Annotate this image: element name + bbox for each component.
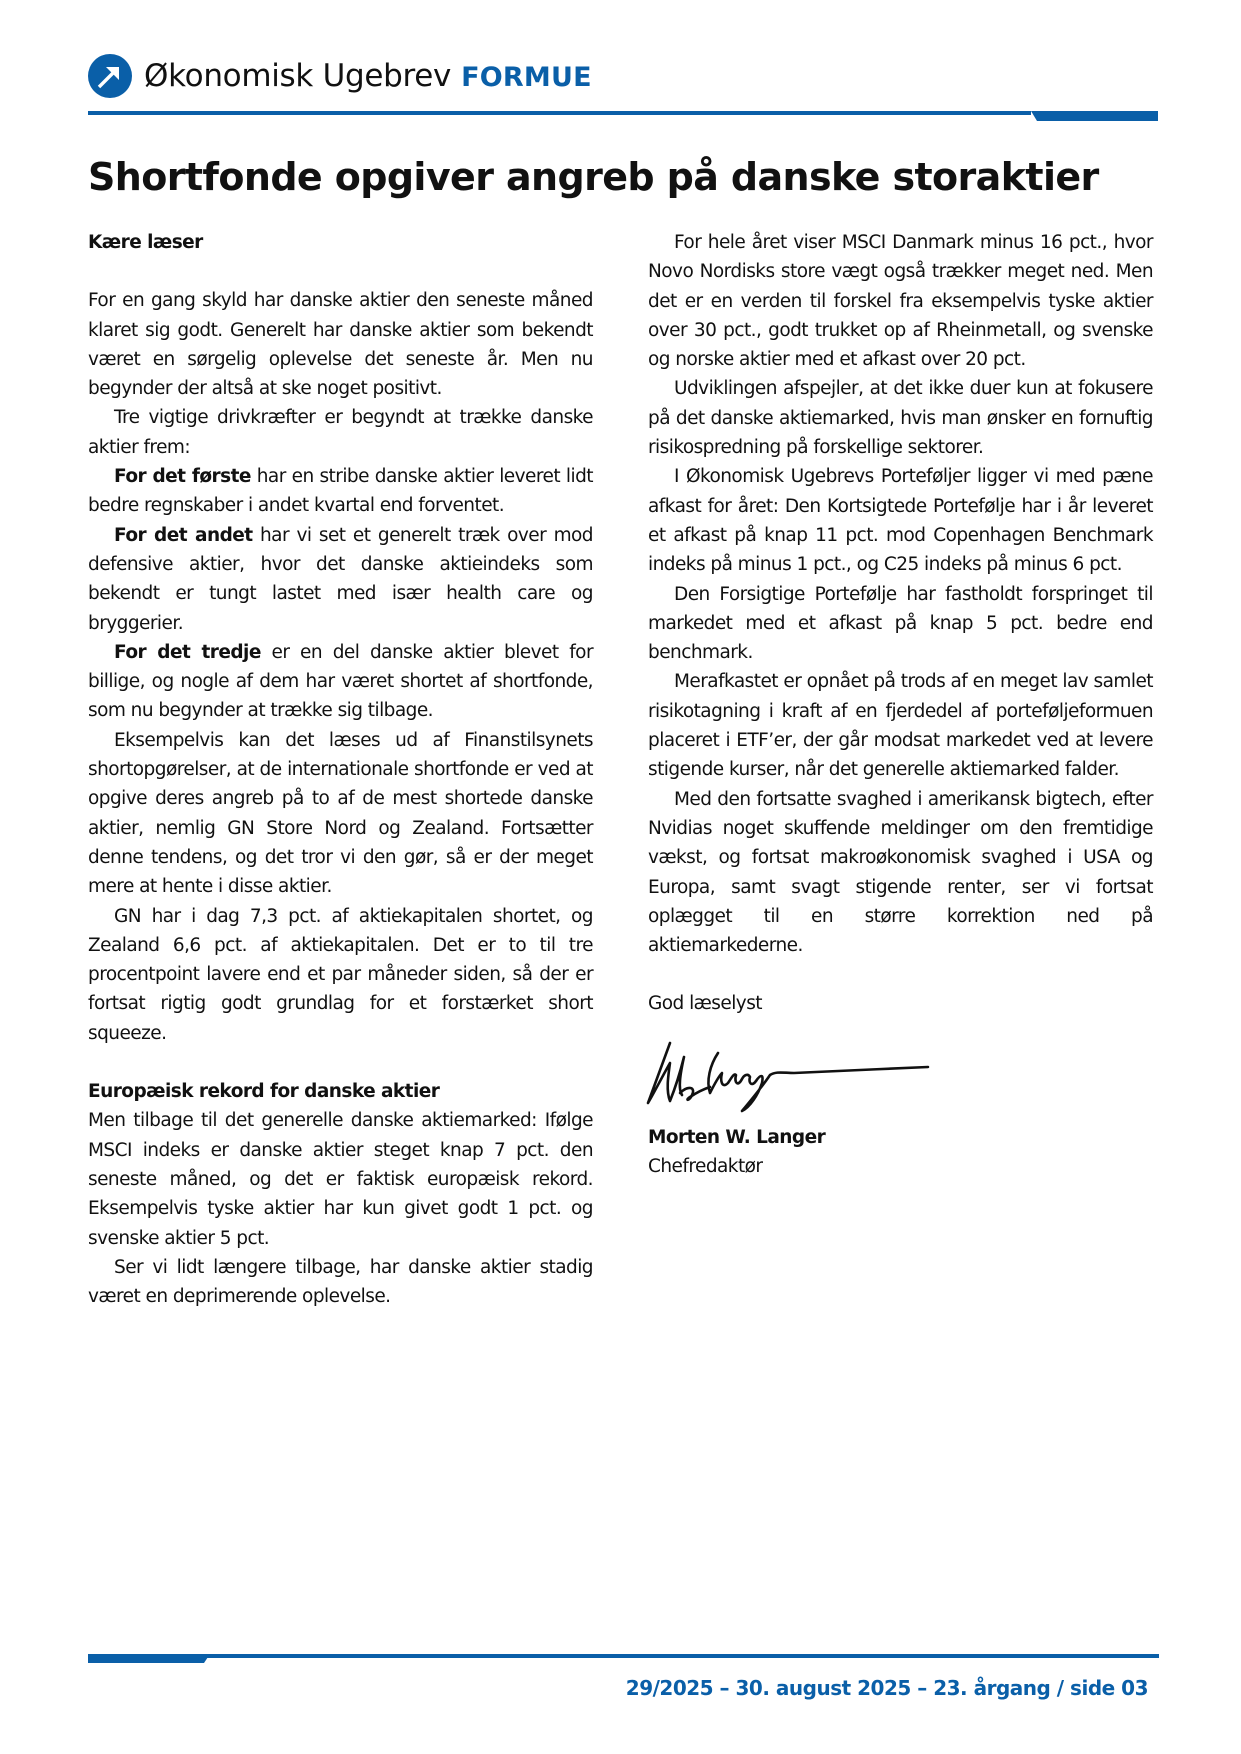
paragraph [88, 521, 593, 638]
paragraph: Tre vigtige drivkræfter er begyndt at trække danske aktier frem: [88, 407, 593, 458]
footer-divider-accent [88, 1654, 210, 1663]
arrow-up-right-circle-icon [88, 54, 132, 98]
handwritten-signature-icon [644, 1035, 944, 1115]
paragraph-text: har en stribe danske aktier leveret lidt bedre regnskaber i andet kvartal end forventet. [88, 466, 593, 517]
signer-role: Chefredaktør [648, 1156, 763, 1178]
article-column-right [648, 228, 1153, 1181]
footer-divider [88, 1654, 1159, 1658]
brand-section: FORMUE [461, 62, 592, 93]
paragraph: Men tilbage til det generelle danske aktiemarked: Ifølge MSCI indeks er danske aktier steget knap 7 pct. den seneste måned, og det er faktisk europæisk rekord. Eksempelvis tyske aktier har kun givet godt 1 pct. og svenske aktier 5 pct. [88, 1110, 593, 1249]
paragraph: I Økonomisk Ugebrevs Porteføljer ligger vi med pæne afkast for året: Den Kortsigtede Portefølje har i år leveret et afkast på knap 11 pct. mod Copenhagen Benchmark indeks på minus 1 pct., og C25 indeks på minus 6 pct. [648, 466, 1153, 576]
lead-in: For det første [114, 466, 251, 488]
signer-name: Morten W. Langer [648, 1126, 826, 1148]
paragraph [88, 638, 593, 726]
article-column-left [88, 228, 593, 1311]
lead-in: For det andet [114, 524, 253, 546]
paragraph: Merafkastet er opnået på trods af en meget lav samlet risikotagning i kraft af en fjerdedel af porteføljeformuen placeret i ETF’er, der går modsat markedet ved at levere stigende kurser, når det generelle aktiemarked falder. [648, 671, 1153, 781]
paragraph: For en gang skyld har danske aktier den seneste måned klaret sig godt. Generelt har danske aktier som bekendt været en sørgelig oplevelse det seneste år. Men nu begynder der altså at ske noget positivt. [88, 290, 593, 400]
paragraph: Ser vi lidt længere tilbage, har danske aktier stadig været en deprimerende oplevelse. [88, 1256, 593, 1308]
lead-in: For det tredje [114, 641, 261, 663]
paragraph: GN har i dag 7,3 pct. af aktiekapitalen shortet, og Zealand 6,6 pct. af aktiekapitalen. Det er to til tre procentpoint lavere end et par måneder siden, så der er fortsat rigtig godt grundlag for et forstærket short squeeze. [88, 905, 593, 1044]
paragraph-text: har vi set et generelt træk over mod defensive aktier, hvor det danske aktieindeks som bekendt er tungt lastet med især health care og bryggerier. [88, 524, 593, 634]
issue-info: 29/2025 – 30. august 2025 – 23. årgang / side 03 [625, 1676, 1148, 1700]
section-subheading: Europæisk rekord for danske aktier [88, 1081, 440, 1103]
paragraph: Den Forsigtige Portefølje har fastholdt forspringet til markedet med et afkast på knap 5 pct. bedre end benchmark. [648, 583, 1153, 664]
article-title: Shortfonde opgiver angreb på danske storaktier [88, 155, 1099, 199]
paragraph-text: er en del danske aktier blevet for billige, og nogle af dem har været shortet af shortfonde, som nu begynder at trække sig tilbage. [88, 641, 593, 722]
masthead [88, 48, 592, 104]
paragraph: Med den fortsatte svaghed i amerikansk bigtech, efter Nvidias noget skuffende meldinger om den fremtidige vækst, og fortsat makroøkonomisk svaghed i USA og Europa, samt svagt stigende renter, ser vi fortsat oplægget til en større korrektion ned på aktiemarkederne. [648, 788, 1153, 957]
paragraph: For hele året viser MSCI Danmark minus 16 pct., hvor Novo Nordisks store vægt også trækker meget ned. Men det er en verden til forskel fra eksempelvis tyske aktier over 30 pct., godt trukket op af Rheinmetall, og svenske og norske aktier med et afkast over 20 pct. [648, 232, 1153, 371]
brand-name [144, 58, 592, 94]
paragraph [88, 462, 593, 521]
brand-title: Økonomisk Ugebrev [144, 58, 452, 94]
paragraph: Udviklingen afspejler, at det ikke duer kun at fokusere på det danske aktiemarked, hvis man ønsker en fornuftig risikospredning på forskellige sektorer. [648, 378, 1153, 459]
paragraph: Eksempelvis kan det læses ud af Finanstilsynets shortopgørelser, at de internationale shortfonde er ved at opgive deres angreb på to af de mest shortede danske aktier, nemlig GN Store Nord og Zealand. Fortsætter denne tendens, og det tror vi den gør, så er der meget mere at hente i disse aktier. [88, 729, 593, 898]
header-divider-accent [1031, 111, 1158, 121]
header-divider [88, 111, 1031, 115]
greeting: Kære læser [88, 232, 203, 253]
closing-line: God læselyst [648, 993, 762, 1015]
